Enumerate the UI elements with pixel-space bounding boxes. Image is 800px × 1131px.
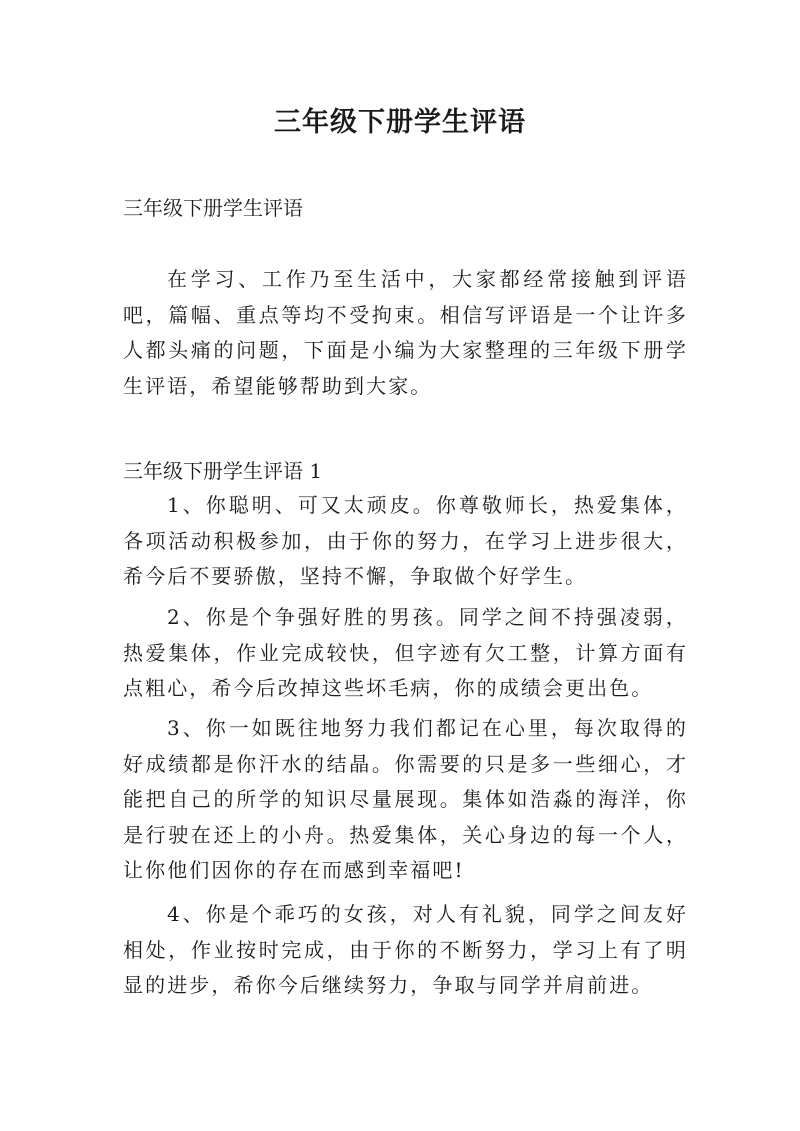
intro-paragraph: 在学习、工作乃至生活中，大家都经常接触到评语吧，篇幅、重点等均不受拘束。相信写评语是一个让许多人都头痛的问题，下面是小编为大家整理的三年级下册学生评语，希望能够帮助到大家。 <box>123 267 688 398</box>
comment-paragraph-3: 3、你一如既往地努力我们都记在心里，每次取得的好成绩都是你汗水的结晶。你需要的只是多一些细心，才能把自己的所学的知识尽量展现。集体如浩淼的海洋，你是行驶在还上的小舟。热爱集体，关心身边的每一个人，让你他们因你的存在而感到幸福吧! <box>123 716 688 882</box>
page-title: 三年级下册学生评语 <box>274 107 526 138</box>
comment-paragraph-4: 4、你是个乖巧的女孩，对人有礼貌，同学之间友好相处，作业按时完成，由于你的不断努力，学习上有了明显的进步，希你今后继续努力，争取与同学并肩前进。 <box>123 902 688 997</box>
comment-paragraph-2: 2、你是个争强好胜的男孩。同学之间不持强凌弱，热爱集体，作业完成较快，但字迹有欠工整，计算方面有点粗心，希今后改掉这些坏毛病，你的成绩会更出色。 <box>123 605 688 700</box>
comment-paragraph-1: 1、你聪明、可又太顽皮。你尊敬师长，热爱集体，各项活动积极参加，由于你的努力，在学习上进步很大，希今后不要骄傲，坚持不懈，争取做个好学生。 <box>123 493 688 588</box>
section-heading: 三年级下册学生评语 1 <box>123 459 323 483</box>
document-subtitle: 三年级下册学生评语 <box>123 196 303 220</box>
